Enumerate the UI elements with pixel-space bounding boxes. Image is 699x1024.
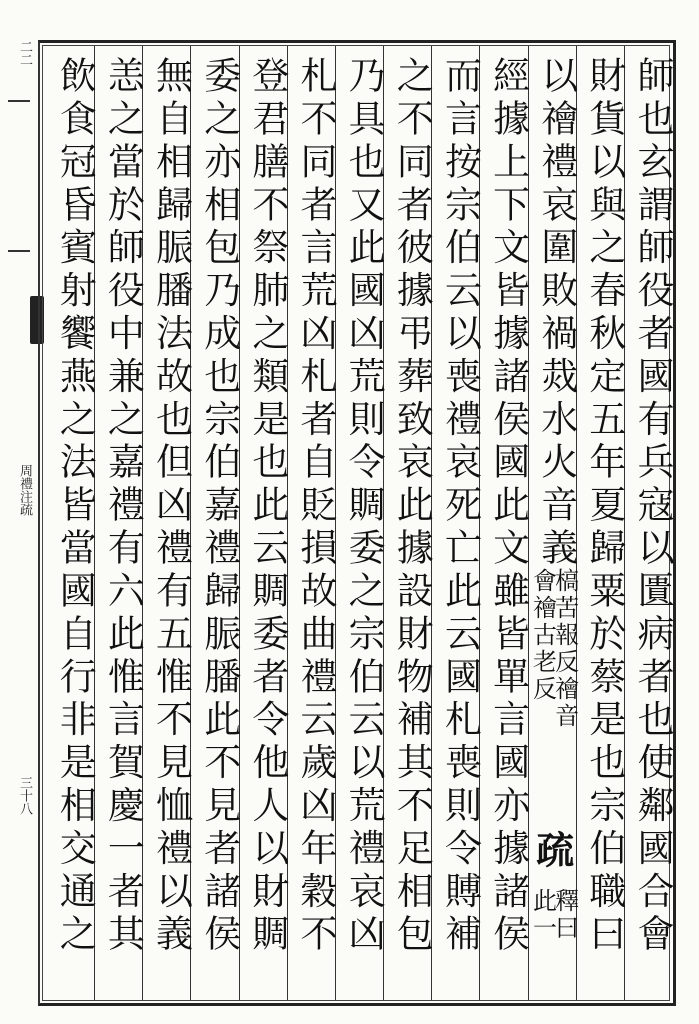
text-column-5: 而言按宗伯云以喪禮哀死亡此云國札喪則令賻補 [438, 56, 482, 958]
yinyi-note-right: 槁苦報反禬音 [550, 568, 579, 730]
shu-follow-right: 釋曰 [550, 888, 579, 942]
text-column-10: 委之亦相包乃成也宗伯嘉禮歸脤膰此不見者諸侯 [197, 56, 241, 958]
page-margin [0, 0, 38, 1024]
margin-title: 周禮注疏 [17, 464, 32, 516]
yinyi-note-left: 會禬古老反 [528, 568, 557, 703]
margin-page-number: 三十八 [17, 775, 32, 815]
text-column-9: 登君膳不祭肺之類是也此云賙委者令他人以財賙 [245, 56, 289, 958]
text-column-2: 財貨以與之春秋定五年夏歸粟於蔡是也宗伯職曰 [582, 56, 626, 958]
margin-top-mark: 二二 [17, 40, 32, 66]
shu-follow-left: 此一 [528, 888, 557, 942]
text-column-13: 飲食冠昏賓射饗燕之法皆當國自行非是相交通之 [53, 56, 97, 958]
text-column-7: 乃具也又此國凶荒則令賙委之宗伯云以荒禮哀凶 [342, 56, 386, 958]
margin-tick [8, 250, 30, 252]
shu-marker: 疏 [529, 830, 575, 872]
margin-tick [8, 100, 30, 102]
text-column-4: 經據上下文皆據諸侯國此文雖皆單言國亦據諸侯 [486, 56, 530, 958]
text-column-11: 無自相歸脤膰法故也但凶禮有五惟不見恤禮以義 [149, 56, 193, 958]
text-column-8: 札不同者言荒凶札者自貶損故曲禮云歲凶年穀不 [294, 56, 337, 958]
text-column-6: 之不同者彼據弔葬致哀此據設財物補其不足相包 [390, 56, 434, 958]
text-column-12: 恙之當於師役中兼之嘉禮有六此惟言賀慶一者其 [101, 56, 145, 958]
text-column-1: 師也玄謂師役者國有兵寇以匱病者也使鄰國合會 [631, 56, 675, 958]
text-column-3: 以禬禮哀圍敗禍烖水火音義 [534, 56, 578, 571]
